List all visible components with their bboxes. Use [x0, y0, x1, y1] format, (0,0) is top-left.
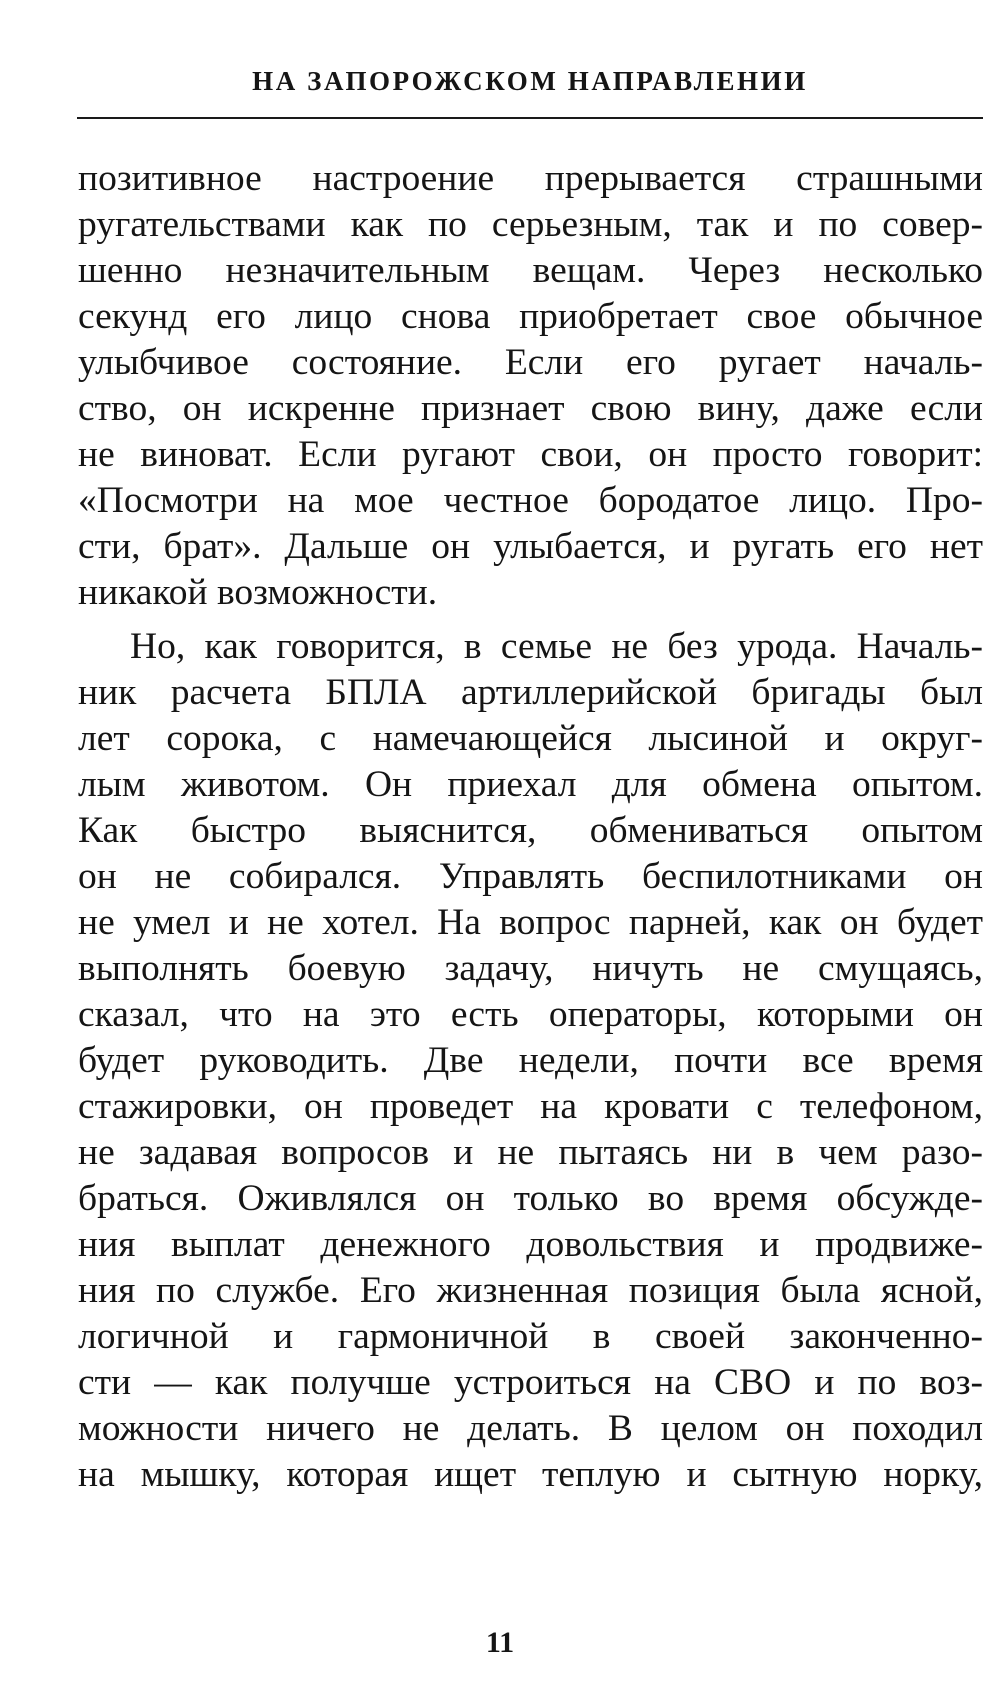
text-line: ник расчета БПЛА артиллерийской бригады был: [78, 672, 983, 713]
text-line: «Посмотри на мое честное бородатое лицо. Про-: [78, 480, 983, 521]
text-line: сказал, что на это есть операторы, которыми он: [78, 994, 983, 1035]
text-line: улыбчивое состояние. Если его ругает началь-: [78, 342, 983, 383]
text-line: Но, как говорится, в семье не без урода. Началь-: [130, 626, 983, 667]
paragraph-gap: [78, 616, 983, 624]
text-line: можности ничего не делать. В целом он походил: [78, 1408, 983, 1449]
text-line: сти, брат». Дальше он улыбается, и ругать его нет: [78, 526, 983, 567]
text-line: сти — как получше устроиться на СВО и по воз-: [78, 1362, 983, 1403]
text-line: браться. Оживлялся он только во время обсужде-: [78, 1178, 983, 1219]
paragraph: [78, 624, 983, 1498]
text-line: будет руководить. Две недели, почти все время: [78, 1040, 983, 1081]
running-head: НА ЗАПОРОЖСКОМ НАПРАВЛЕНИИ: [252, 66, 808, 96]
text-line: ния выплат денежного довольствия и продвиже-: [78, 1224, 983, 1265]
text-line: не виноват. Если ругают свои, он просто говорит:: [78, 434, 983, 475]
text-line: не умел и не хотел. На вопрос парней, как он будет: [78, 902, 983, 943]
text-line: он не собирался. Управлять беспилотниками он: [78, 856, 983, 897]
text-line: никакой возможности.: [78, 572, 438, 613]
text-line: секунд его лицо снова приобретает свое обычное: [78, 296, 983, 337]
text-line: лет сорока, с намечающейся лысиной и округ-: [78, 718, 983, 759]
page-number: 11: [485, 1626, 515, 1659]
text-line: логичной и гармоничной в своей законченно-: [78, 1316, 983, 1357]
text-line: на мышку, которая ищет теплую и сытную норку,: [78, 1454, 983, 1495]
text-line: стажировки, он проведет на кровати с телефоном,: [78, 1086, 983, 1127]
header-rule: [77, 117, 983, 119]
body-text: [78, 156, 983, 1498]
text-line: лым животом. Он приехал для обмена опытом.: [78, 764, 983, 805]
text-line: не задавая вопросов и не пытаясь ни в чем разо-: [78, 1132, 983, 1173]
text-line: позитивное настроение прерывается страшными: [78, 158, 983, 199]
text-line: шенно незначительным вещам. Через несколько: [78, 250, 983, 291]
paragraph: [78, 156, 983, 616]
text-line: Как быстро выяснится, обмениваться опытом: [78, 810, 983, 851]
text-line: выполнять боевую задачу, ничуть не смущаясь,: [78, 948, 983, 989]
text-line: ство, он искренне признает свою вину, даже если: [78, 388, 983, 429]
text-line: ния по службе. Его жизненная позиция была ясной,: [78, 1270, 983, 1311]
text-line: ругательствами как по серьезным, так и по совер-: [78, 204, 983, 245]
